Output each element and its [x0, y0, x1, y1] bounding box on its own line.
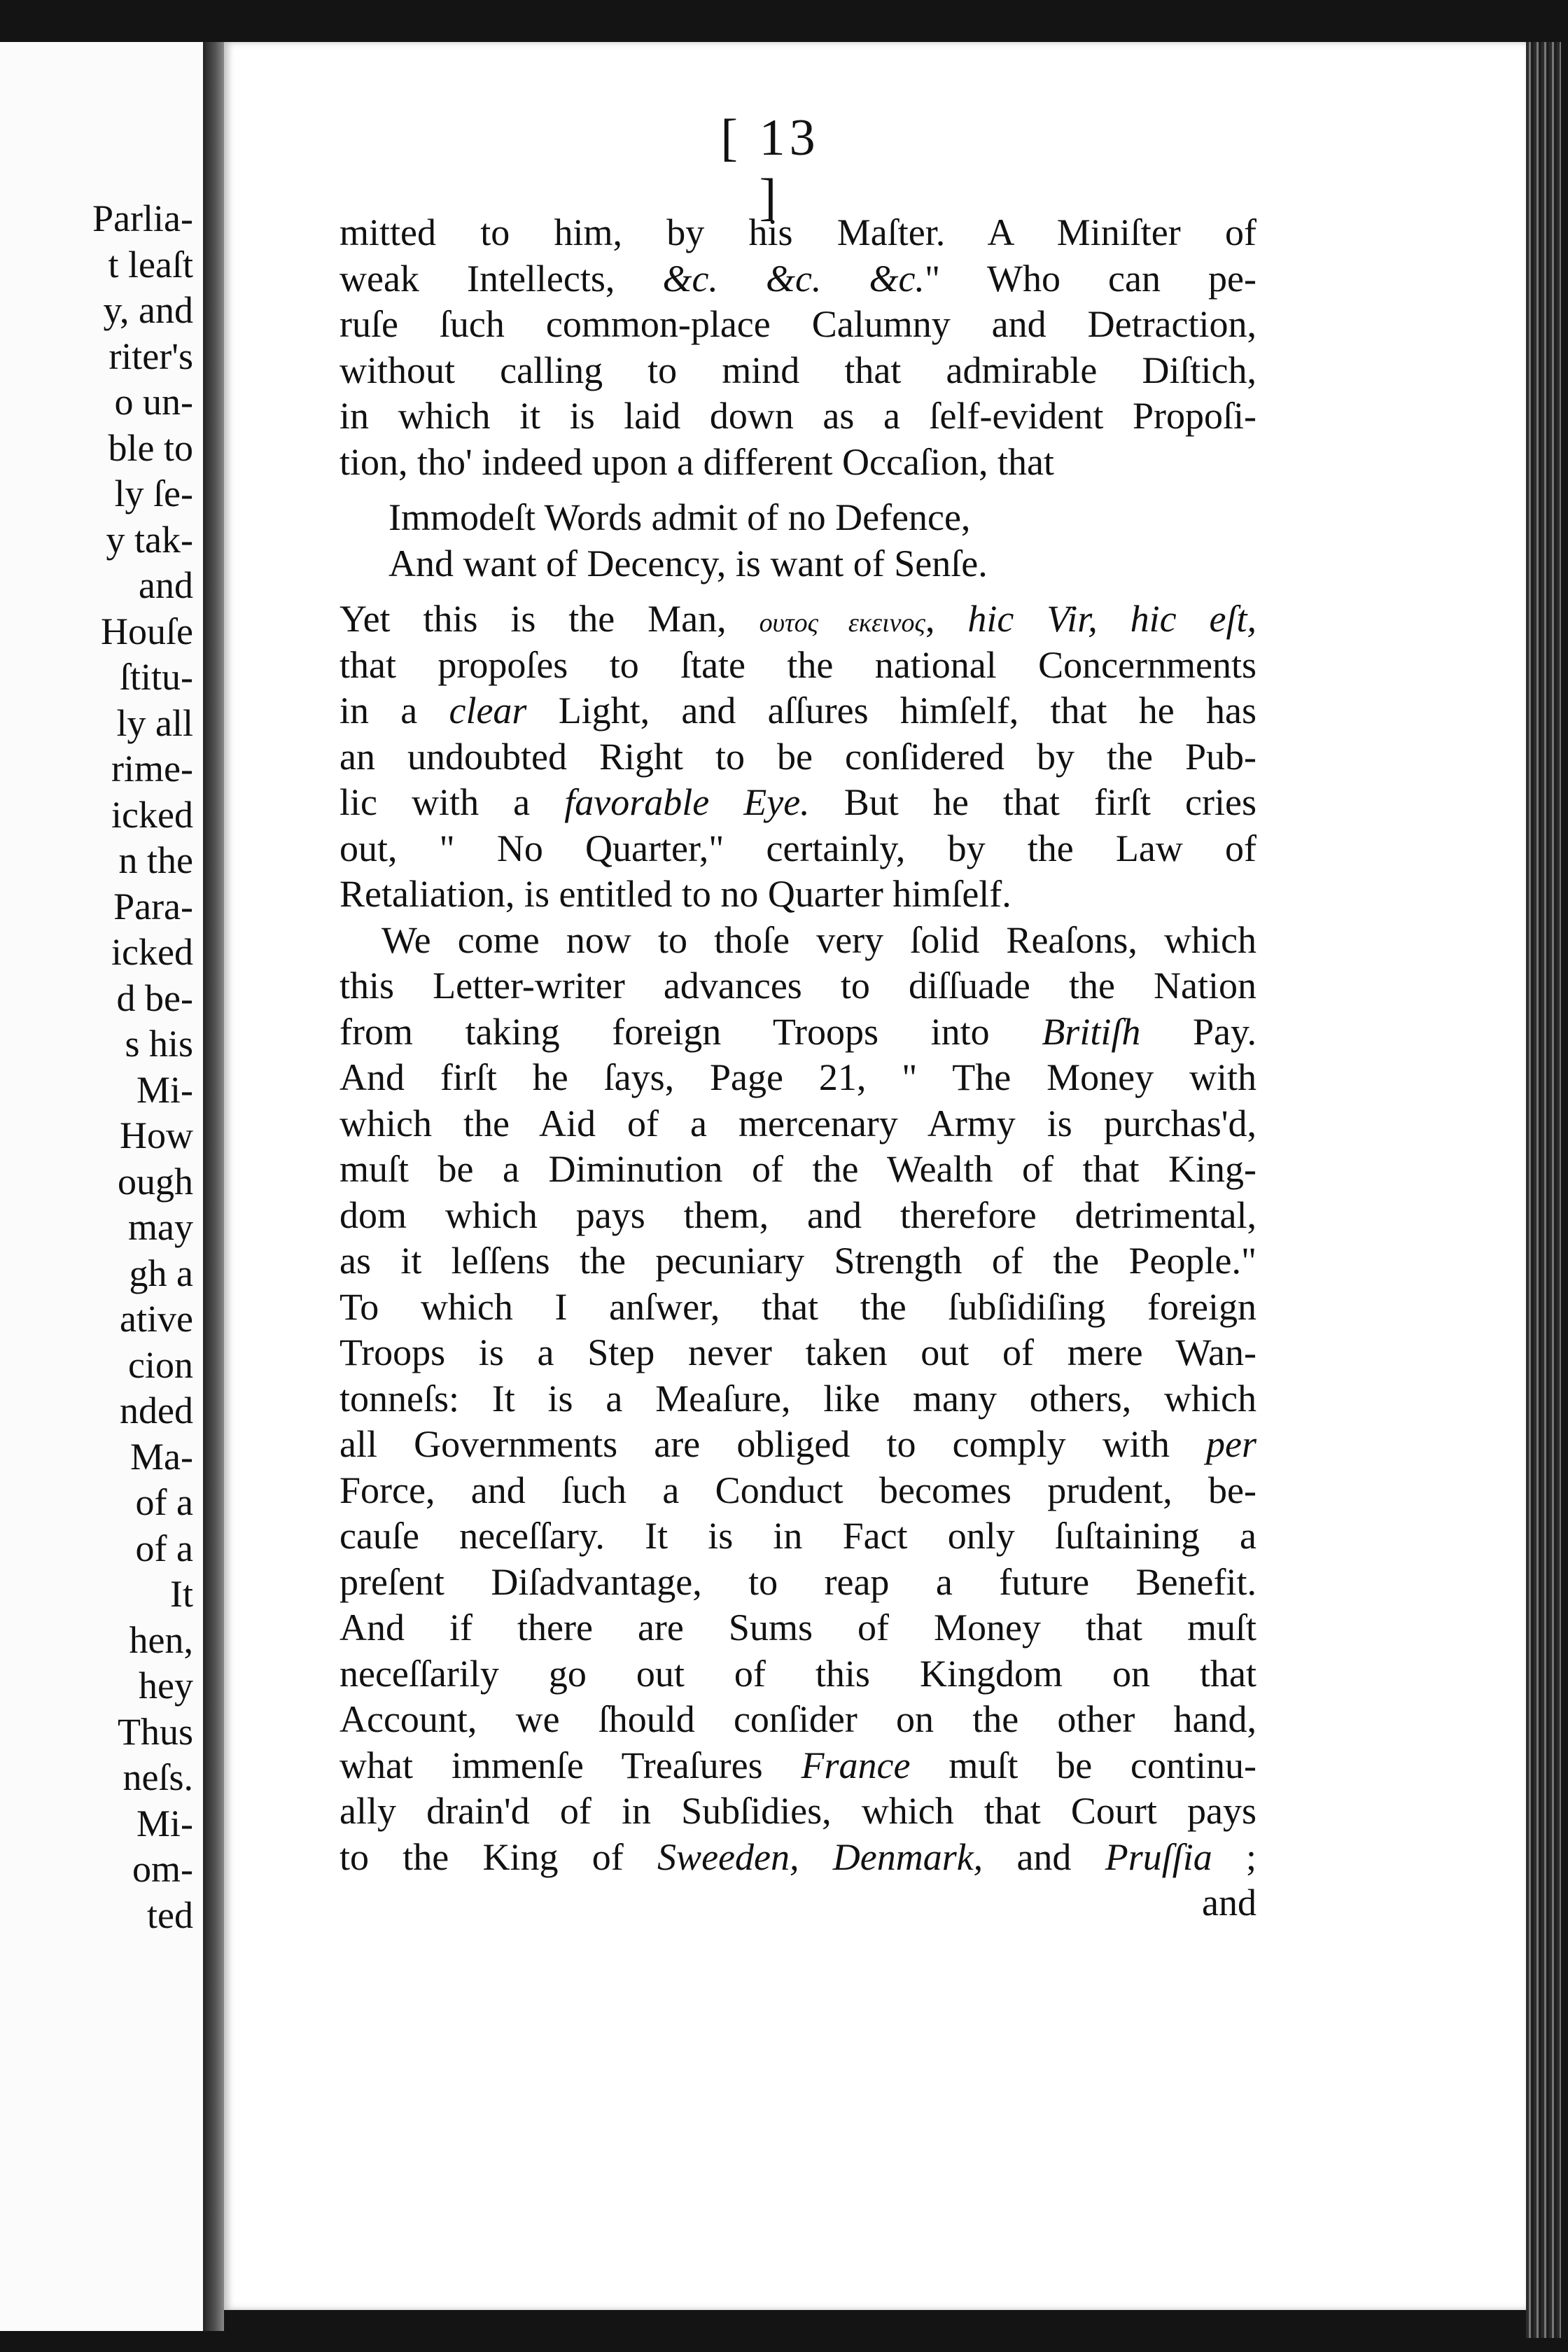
facing-page-line: icked: [111, 931, 193, 973]
facing-page-line: cion: [128, 1343, 193, 1386]
text-line: which the Aid of a mercenary Army is purchas'd,: [340, 1102, 1256, 1144]
text-line: neceſſarily go out of this Kingdom on that: [340, 1652, 1256, 1695]
text-line: all Governments are obliged to comply with per: [340, 1423, 1256, 1465]
facing-page-line: om-: [132, 1848, 193, 1890]
text-line: preſent Diſadvantage, to reap a future Benefit.: [340, 1560, 1256, 1603]
facing-page-line: nded: [120, 1390, 193, 1432]
facing-page-line: and: [139, 564, 193, 606]
facing-page-line: riter's: [108, 335, 193, 377]
catchword: and: [1202, 1882, 1256, 1924]
facing-page-line: hen,: [129, 1618, 193, 1661]
facing-page-line: ly ſe-: [114, 472, 193, 514]
text-line: ruſe ſuch common-place Calumny and Detraction,: [340, 303, 1256, 345]
text-line: tonneſs: It is a Meaſure, like many others, which: [340, 1377, 1256, 1420]
facing-page-line: s his: [125, 1023, 193, 1065]
text-line: out, " No Quarter," certainly, by the Law of: [340, 827, 1256, 869]
text-line: as it leſſens the pecuniary Strength of the People.": [340, 1240, 1256, 1282]
text-line: lic with a favorable Eye. But he that firſt cries: [340, 781, 1256, 823]
facing-page-line: of a: [135, 1481, 193, 1523]
text-line: cauſe neceſſary. It is in Fact only ſuſtaining a: [340, 1515, 1256, 1557]
text-line: what immenſe Treaſures France muſt be continu-: [340, 1744, 1256, 1786]
facing-page-line: d be-: [116, 976, 193, 1019]
text-line: ally drain'd of in Subſidies, which that Court pays: [340, 1790, 1256, 1832]
facing-page-line: ted: [147, 1893, 193, 1936]
text-line: To which I anſwer, that the ſubſidiſing foreign: [340, 1285, 1256, 1328]
facing-page-left: [0, 42, 207, 2331]
text-line: without calling to mind that admirable Diſtich,: [340, 349, 1256, 391]
facing-page-line: ough: [118, 1160, 193, 1203]
text-line: this Letter-writer advances to diſſuade the Nation: [340, 965, 1256, 1007]
text-line: in which it is laid down as a ſelf-evident Propoſi-: [340, 395, 1256, 437]
text-line: mitted to him, by his Maſter. A Miniſter of: [340, 211, 1256, 253]
book-gutter: [203, 42, 224, 2331]
text-line: tion, tho' indeed upon a different Occaſion, that: [340, 440, 1054, 483]
text-line: weak Intellects, &c. &c. &c." Who can pe-: [340, 257, 1256, 300]
facing-page-line: How: [120, 1114, 193, 1156]
text-line: muſt be a Diminution of the Wealth of that King-: [340, 1148, 1256, 1190]
page-edges: [1526, 42, 1561, 2338]
facing-page-line: It: [170, 1573, 193, 1615]
text-line: Retaliation, is entitled to no Quarter himſelf.: [340, 873, 1011, 915]
facing-page-line: icked: [111, 793, 193, 836]
facing-page-line: y, and: [103, 289, 193, 331]
facing-page-line: ly all: [116, 701, 193, 744]
facing-page-line: neſs.: [122, 1756, 193, 1798]
facing-page-line: Mi-: [136, 1802, 193, 1844]
text-line: an undoubted Right to be conſidered by the Pub-: [340, 735, 1256, 778]
facing-page-line: n the: [118, 839, 193, 881]
facing-page-line: gh a: [129, 1252, 193, 1294]
text-line: from taking foreign Troops into Britiſh Pay.: [340, 1010, 1256, 1053]
text-line: And if there are Sums of Money that muſt: [340, 1606, 1256, 1648]
facing-page-line: y tak-: [106, 518, 193, 561]
text-line: in a clear Light, and aſſures himſelf, that he has: [340, 690, 1256, 732]
facing-page-line: hey: [139, 1665, 193, 1707]
text-line: Force, and ſuch a Conduct becomes prudent, be-: [340, 1469, 1256, 1511]
facing-page-line: ative: [120, 1298, 193, 1340]
verse-line: Immodeſt Words admit of no Defence,: [388, 496, 971, 538]
facing-page-line: ble to: [108, 426, 193, 469]
text-line: And firſt he ſays, Page 21, " The Money with: [340, 1056, 1256, 1098]
page-text: [340, 210, 1256, 1926]
facing-page-line: t leaſt: [108, 243, 193, 286]
text-line: Account, we ſhould conſider on the other hand,: [340, 1698, 1256, 1740]
text-line: that propoſes to ſtate the national Concernments: [340, 643, 1256, 686]
facing-page-line: Parlia-: [92, 197, 193, 239]
text-line: dom which pays them, and therefore detrimental,: [340, 1194, 1256, 1236]
text-line: We come now to thoſe very ſolid Reaſons, which: [382, 918, 1256, 961]
facing-page-line: Ma-: [130, 1435, 193, 1478]
verse-line: And want of Decency, is want of Senſe.: [388, 542, 988, 584]
text-line: Troops is a Step never taken out of mere Wan-: [340, 1331, 1256, 1373]
facing-page-line: ſtitu-: [120, 656, 193, 698]
page-number: [ 13 ]: [720, 109, 820, 226]
text-line: to the King of Sweeden, Denmark, and Pruſſia ;: [340, 1835, 1256, 1878]
facing-page-line: Houſe: [101, 610, 193, 652]
facing-page-line: o un-: [114, 381, 193, 423]
text-line: Yet this is the Man, ουτος εκεινος, hic Vir, hic eſt,: [340, 598, 1256, 640]
facing-page-line: Mi-: [136, 1068, 193, 1111]
facing-page-line: Thus: [118, 1710, 193, 1753]
facing-page-line: rime-: [111, 748, 193, 790]
facing-page-line: of a: [135, 1527, 193, 1569]
facing-page-line: Para-: [113, 885, 193, 927]
facing-page-line: may: [128, 1206, 193, 1248]
